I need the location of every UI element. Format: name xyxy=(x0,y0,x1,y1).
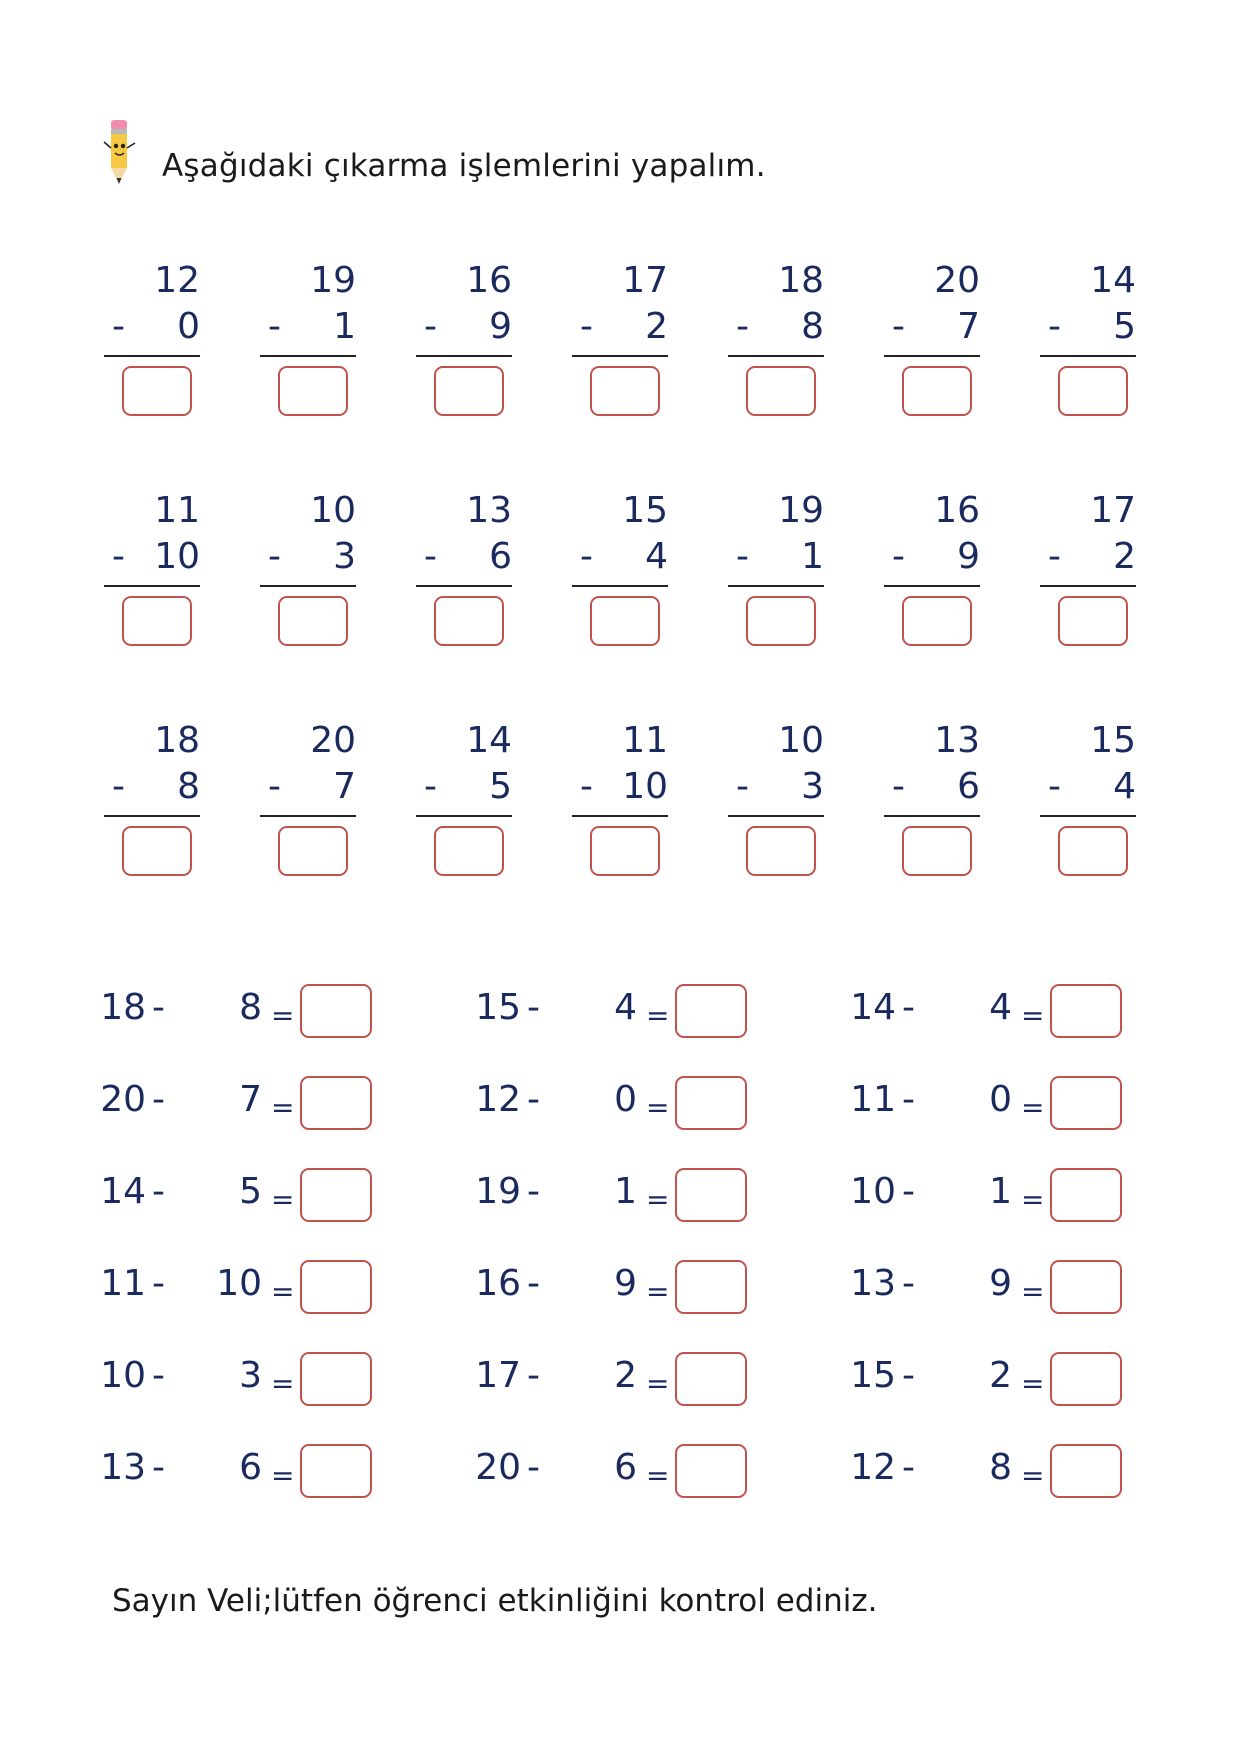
minus-sign: - xyxy=(892,766,905,807)
answer-box[interactable] xyxy=(300,984,372,1038)
result-line xyxy=(260,355,356,357)
result-line xyxy=(416,585,512,587)
subtrahend: 8 xyxy=(177,766,200,807)
subtrahend: 8 xyxy=(989,1447,1012,1488)
vertical-problem xyxy=(104,488,200,658)
answer-box[interactable] xyxy=(122,826,192,876)
vertical-problem xyxy=(728,488,824,658)
minus-sign: - xyxy=(527,1263,540,1304)
minuend: 11 xyxy=(622,720,668,761)
minuend: 16 xyxy=(466,260,512,301)
minuend: 20 xyxy=(934,260,980,301)
minus-sign: - xyxy=(527,1447,540,1488)
answer-box[interactable] xyxy=(1050,1168,1122,1222)
minuend: 14 xyxy=(1090,260,1136,301)
minuend: 15 xyxy=(475,987,521,1028)
minus-sign: - xyxy=(902,987,915,1028)
minuend: 17 xyxy=(475,1355,521,1396)
minus-sign: - xyxy=(892,306,905,347)
answer-box[interactable] xyxy=(1058,596,1128,646)
minuend: 10 xyxy=(778,720,824,761)
minuend: 17 xyxy=(622,260,668,301)
result-line xyxy=(884,815,980,817)
minus-sign: - xyxy=(902,1171,915,1212)
minus-sign: - xyxy=(112,766,125,807)
equals-sign: = xyxy=(1021,1183,1045,1216)
minus-sign: - xyxy=(152,1263,165,1304)
vertical-problem-row xyxy=(104,488,1144,658)
answer-box[interactable] xyxy=(1050,1352,1122,1406)
equals-sign: = xyxy=(646,1091,670,1124)
result-line xyxy=(572,815,668,817)
subtrahend: 9 xyxy=(989,1263,1012,1304)
minuend: 14 xyxy=(100,1171,146,1212)
vertical-problem xyxy=(260,488,356,658)
subtrahend: 1 xyxy=(333,306,356,347)
subtrahend: 8 xyxy=(801,306,824,347)
answer-box[interactable] xyxy=(278,596,348,646)
horizontal-problem xyxy=(447,1256,787,1316)
minuend: 17 xyxy=(1090,490,1136,531)
vertical-problem xyxy=(572,718,668,888)
subtrahend: 9 xyxy=(489,306,512,347)
answer-box[interactable] xyxy=(746,826,816,876)
result-line xyxy=(260,815,356,817)
equals-sign: = xyxy=(1021,1091,1045,1124)
instruction-text: Aşağıdaki çıkarma işlemlerini yapalım. xyxy=(162,148,766,184)
answer-box[interactable] xyxy=(675,1076,747,1130)
minus-sign: - xyxy=(736,536,749,577)
minus-sign: - xyxy=(152,1171,165,1212)
result-line xyxy=(728,585,824,587)
result-line xyxy=(728,815,824,817)
minuend: 19 xyxy=(475,1171,521,1212)
minuend: 12 xyxy=(850,1447,896,1488)
vertical-problem-row xyxy=(104,258,1144,428)
minus-sign: - xyxy=(424,536,437,577)
answer-box[interactable] xyxy=(590,366,660,416)
minus-sign: - xyxy=(580,536,593,577)
equals-sign: = xyxy=(646,999,670,1032)
answer-box[interactable] xyxy=(675,984,747,1038)
minus-sign: - xyxy=(892,536,905,577)
subtrahend: 3 xyxy=(333,536,356,577)
horizontal-problem xyxy=(822,1072,1162,1132)
minus-sign: - xyxy=(152,1079,165,1120)
horizontal-problem xyxy=(822,1348,1162,1408)
subtrahend: 6 xyxy=(489,536,512,577)
minuend: 18 xyxy=(778,260,824,301)
subtrahend: 7 xyxy=(239,1079,262,1120)
subtrahend: 5 xyxy=(489,766,512,807)
subtrahend: 1 xyxy=(614,1171,637,1212)
minus-sign: - xyxy=(580,766,593,807)
equals-sign: = xyxy=(271,999,295,1032)
horizontal-problem xyxy=(447,980,787,1040)
minuend: 11 xyxy=(100,1263,146,1304)
subtrahend: 8 xyxy=(239,987,262,1028)
answer-box[interactable] xyxy=(300,1260,372,1314)
minuend: 18 xyxy=(100,987,146,1028)
answer-box[interactable] xyxy=(1050,984,1122,1038)
minuend: 13 xyxy=(466,490,512,531)
equals-sign: = xyxy=(1021,1275,1045,1308)
horizontal-problem xyxy=(72,1164,412,1224)
result-line xyxy=(1040,585,1136,587)
answer-box[interactable] xyxy=(434,596,504,646)
vertical-problem xyxy=(1040,488,1136,658)
minus-sign: - xyxy=(112,536,125,577)
minus-sign: - xyxy=(152,1447,165,1488)
subtrahend: 2 xyxy=(989,1355,1012,1396)
subtrahend: 6 xyxy=(614,1447,637,1488)
subtrahend: 4 xyxy=(645,536,668,577)
equals-sign: = xyxy=(271,1367,295,1400)
answer-box[interactable] xyxy=(675,1168,747,1222)
result-line xyxy=(416,355,512,357)
result-line xyxy=(1040,815,1136,817)
subtrahend: 2 xyxy=(1113,536,1136,577)
minuend: 19 xyxy=(778,490,824,531)
minus-sign: - xyxy=(268,766,281,807)
result-line xyxy=(104,355,200,357)
answer-box[interactable] xyxy=(902,366,972,416)
answer-box[interactable] xyxy=(590,826,660,876)
minuend: 14 xyxy=(850,987,896,1028)
answer-box[interactable] xyxy=(1050,1444,1122,1498)
answer-box[interactable] xyxy=(746,366,816,416)
vertical-problem xyxy=(572,258,668,428)
result-line xyxy=(728,355,824,357)
minuend: 18 xyxy=(154,720,200,761)
vertical-problem xyxy=(884,488,980,658)
vertical-problem-row xyxy=(104,718,1144,888)
result-line xyxy=(104,585,200,587)
minuend: 20 xyxy=(475,1447,521,1488)
pencil-mascot-icon xyxy=(100,118,140,190)
minus-sign: - xyxy=(1048,306,1061,347)
subtrahend: 5 xyxy=(1113,306,1136,347)
subtrahend: 3 xyxy=(801,766,824,807)
answer-box[interactable] xyxy=(902,596,972,646)
subtrahend: 0 xyxy=(177,306,200,347)
horizontal-problem xyxy=(447,1072,787,1132)
minus-sign: - xyxy=(736,766,749,807)
answer-box[interactable] xyxy=(300,1444,372,1498)
answer-box[interactable] xyxy=(746,596,816,646)
vertical-problem xyxy=(416,488,512,658)
answer-box[interactable] xyxy=(675,1444,747,1498)
subtrahend: 7 xyxy=(957,306,980,347)
result-line xyxy=(104,815,200,817)
minus-sign: - xyxy=(902,1447,915,1488)
horizontal-problem xyxy=(447,1348,787,1408)
minuend: 10 xyxy=(310,490,356,531)
vertical-problem xyxy=(416,718,512,888)
subtrahend: 1 xyxy=(801,536,824,577)
answer-box[interactable] xyxy=(902,826,972,876)
minuend: 10 xyxy=(100,1355,146,1396)
horizontal-problem xyxy=(72,1256,412,1316)
answer-box[interactable] xyxy=(675,1260,747,1314)
answer-box[interactable] xyxy=(590,596,660,646)
answer-box[interactable] xyxy=(1058,826,1128,876)
minuend: 20 xyxy=(100,1079,146,1120)
worksheet-header xyxy=(100,118,1100,198)
equals-sign: = xyxy=(646,1367,670,1400)
minus-sign: - xyxy=(736,306,749,347)
subtrahend: 5 xyxy=(239,1171,262,1212)
minuend: 19 xyxy=(310,260,356,301)
horizontal-problem xyxy=(447,1164,787,1224)
result-line xyxy=(572,585,668,587)
equals-sign: = xyxy=(1021,1367,1045,1400)
minus-sign: - xyxy=(1048,536,1061,577)
minus-sign: - xyxy=(527,1079,540,1120)
answer-box[interactable] xyxy=(1050,1076,1122,1130)
minuend: 12 xyxy=(475,1079,521,1120)
vertical-problem xyxy=(728,258,824,428)
minuend: 15 xyxy=(1090,720,1136,761)
subtrahend: 9 xyxy=(614,1263,637,1304)
answer-box[interactable] xyxy=(300,1168,372,1222)
parent-note: Sayın Veli;lütfen öğrenci etkinliğini kontrol ediniz. xyxy=(112,1583,878,1619)
answer-box[interactable] xyxy=(300,1076,372,1130)
subtrahend: 1 xyxy=(989,1171,1012,1212)
subtrahend: 2 xyxy=(614,1355,637,1396)
minus-sign: - xyxy=(527,1355,540,1396)
equals-sign: = xyxy=(1021,1459,1045,1492)
horizontal-problem xyxy=(72,1348,412,1408)
subtrahend: 10 xyxy=(216,1263,262,1304)
vertical-problem xyxy=(104,718,200,888)
minus-sign: - xyxy=(268,536,281,577)
horizontal-problem xyxy=(72,980,412,1040)
horizontal-problem xyxy=(72,1440,412,1500)
minus-sign: - xyxy=(152,987,165,1028)
vertical-problem xyxy=(572,488,668,658)
minuend: 13 xyxy=(850,1263,896,1304)
minuend: 20 xyxy=(310,720,356,761)
horizontal-problem xyxy=(822,1256,1162,1316)
minus-sign: - xyxy=(112,306,125,347)
equals-sign: = xyxy=(271,1091,295,1124)
equals-sign: = xyxy=(271,1275,295,1308)
answer-box[interactable] xyxy=(122,366,192,416)
minuend: 15 xyxy=(622,490,668,531)
minus-sign: - xyxy=(268,306,281,347)
vertical-problem xyxy=(104,258,200,428)
minuend: 10 xyxy=(850,1171,896,1212)
minuend: 13 xyxy=(934,720,980,761)
answer-box[interactable] xyxy=(300,1352,372,1406)
horizontal-problem xyxy=(822,1440,1162,1500)
minus-sign: - xyxy=(902,1263,915,1304)
minus-sign: - xyxy=(527,1171,540,1212)
subtrahend: 0 xyxy=(989,1079,1012,1120)
minus-sign: - xyxy=(902,1079,915,1120)
equals-sign: = xyxy=(271,1183,295,1216)
result-line xyxy=(884,585,980,587)
minuend: 12 xyxy=(154,260,200,301)
subtrahend: 3 xyxy=(239,1355,262,1396)
result-line xyxy=(260,585,356,587)
minus-sign: - xyxy=(424,306,437,347)
subtrahend: 2 xyxy=(645,306,668,347)
answer-box[interactable] xyxy=(1058,366,1128,416)
answer-box[interactable] xyxy=(1050,1260,1122,1314)
horizontal-problem xyxy=(822,980,1162,1040)
answer-box[interactable] xyxy=(278,826,348,876)
answer-box[interactable] xyxy=(122,596,192,646)
minus-sign: - xyxy=(902,1355,915,1396)
subtrahend: 4 xyxy=(614,987,637,1028)
answer-box[interactable] xyxy=(675,1352,747,1406)
answer-box[interactable] xyxy=(278,366,348,416)
horizontal-problem xyxy=(822,1164,1162,1224)
answer-box[interactable] xyxy=(434,366,504,416)
subtrahend: 0 xyxy=(614,1079,637,1120)
minus-sign: - xyxy=(527,987,540,1028)
subtrahend: 7 xyxy=(333,766,356,807)
minuend: 11 xyxy=(850,1079,896,1120)
minuend: 13 xyxy=(100,1447,146,1488)
minuend: 16 xyxy=(934,490,980,531)
result-line xyxy=(572,355,668,357)
equals-sign: = xyxy=(1021,999,1045,1032)
vertical-problem xyxy=(260,258,356,428)
vertical-problem xyxy=(1040,718,1136,888)
equals-sign: = xyxy=(646,1275,670,1308)
vertical-problem xyxy=(260,718,356,888)
subtrahend: 6 xyxy=(239,1447,262,1488)
subtrahend: 10 xyxy=(154,536,200,577)
horizontal-problem xyxy=(72,1072,412,1132)
subtrahend: 9 xyxy=(957,536,980,577)
minus-sign: - xyxy=(424,766,437,807)
subtrahend: 4 xyxy=(1113,766,1136,807)
horizontal-problem xyxy=(447,1440,787,1500)
minus-sign: - xyxy=(580,306,593,347)
minuend: 16 xyxy=(475,1263,521,1304)
vertical-problem xyxy=(728,718,824,888)
result-line xyxy=(1040,355,1136,357)
equals-sign: = xyxy=(646,1183,670,1216)
minus-sign: - xyxy=(152,1355,165,1396)
minuend: 14 xyxy=(466,720,512,761)
vertical-problem xyxy=(1040,258,1136,428)
equals-sign: = xyxy=(271,1459,295,1492)
minuend: 15 xyxy=(850,1355,896,1396)
result-line xyxy=(884,355,980,357)
vertical-problem xyxy=(884,718,980,888)
minuend: 11 xyxy=(154,490,200,531)
answer-box[interactable] xyxy=(434,826,504,876)
minus-sign: - xyxy=(1048,766,1061,807)
equals-sign: = xyxy=(646,1459,670,1492)
result-line xyxy=(416,815,512,817)
subtrahend: 6 xyxy=(957,766,980,807)
subtrahend: 4 xyxy=(989,987,1012,1028)
subtrahend: 10 xyxy=(622,766,668,807)
vertical-problem xyxy=(884,258,980,428)
vertical-problem xyxy=(416,258,512,428)
